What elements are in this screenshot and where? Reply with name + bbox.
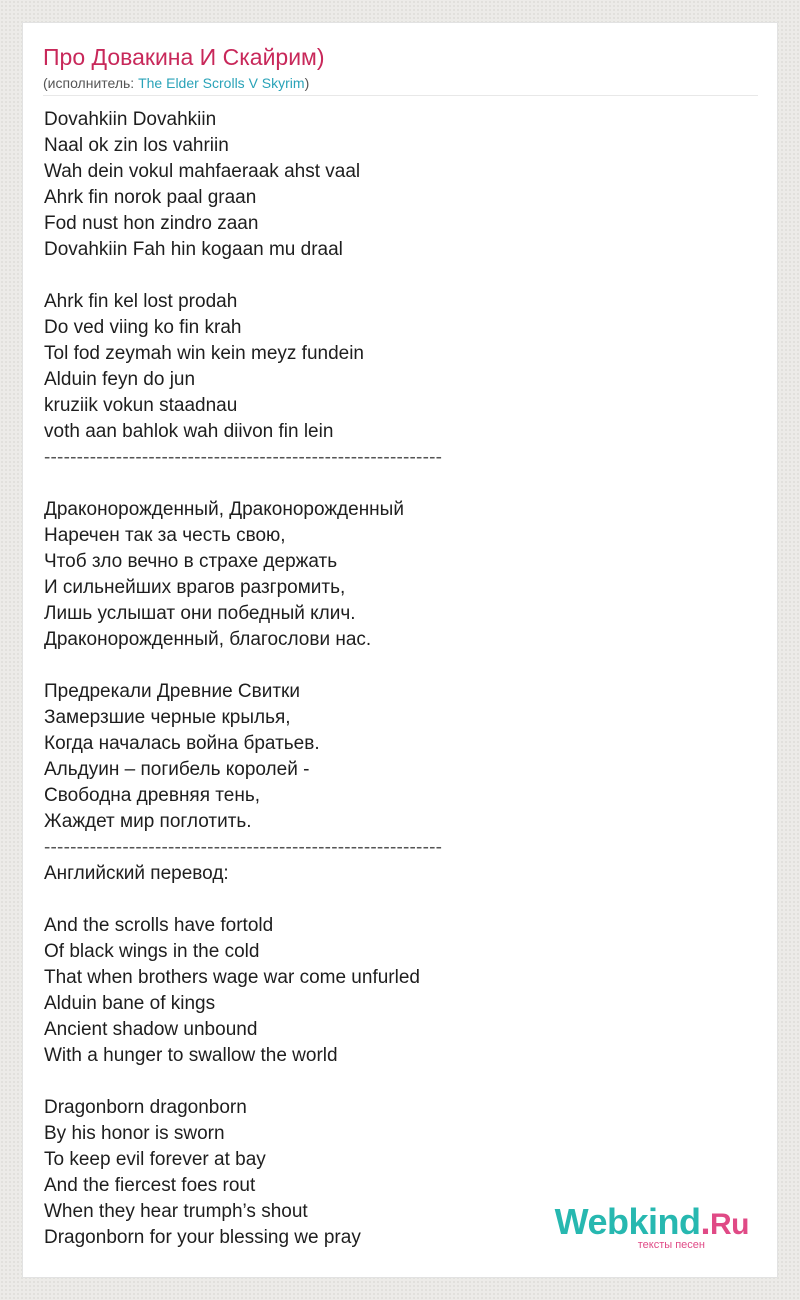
lyric-line: Tol fod zeymah win kein meyz fundein bbox=[44, 343, 364, 364]
lyric-line: With a hunger to swallow the world bbox=[44, 1045, 338, 1066]
lyric-line: Wah dein vokul mahfaeraak ahst vaal bbox=[44, 161, 361, 182]
lyric-line: That when brothers wage war come unfurled bbox=[44, 967, 420, 988]
lyric-line: Naal ok zin los vahriin bbox=[44, 135, 229, 156]
lyrics-text bbox=[44, 107, 442, 1251]
artist-prefix: (исполнитель: bbox=[43, 75, 139, 91]
lyric-line: Свободна древняя тень, bbox=[44, 785, 261, 806]
lyric-line: Чтоб зло вечно в страхе держать bbox=[44, 551, 338, 572]
lyric-line: voth aan bahlok wah diivon fin lein bbox=[44, 421, 334, 442]
artist-line bbox=[43, 74, 309, 92]
lyric-line: Наречен так за честь свою, bbox=[44, 525, 286, 546]
logo-name: Webkind bbox=[554, 1201, 701, 1242]
lyric-line: Предрекали Древние Свитки bbox=[44, 681, 300, 702]
lyric-line: Жаждет мир поглотить. bbox=[44, 811, 252, 832]
lyric-line: Замерзшие черные крылья, bbox=[44, 707, 291, 728]
lyric-line: Fod nust hon zindro zaan bbox=[44, 213, 259, 234]
header-divider bbox=[43, 95, 758, 96]
section-separator: ------------------------------------------------------------- bbox=[44, 837, 443, 858]
artist-suffix: ) bbox=[304, 75, 310, 91]
stanza-break bbox=[44, 263, 442, 289]
lyric-line: kruziik vokun staadnau bbox=[44, 395, 238, 416]
logo-tld: Ru bbox=[710, 1208, 749, 1241]
stanza-break bbox=[44, 653, 442, 679]
stanza-break bbox=[44, 1069, 442, 1095]
lyric-line: By his honor is sworn bbox=[44, 1123, 225, 1144]
lyric-line: Лишь услышат они победный клич. bbox=[44, 603, 356, 624]
lyric-line: Dragonborn for your blessing we pray bbox=[44, 1227, 361, 1248]
lyric-line: Dovahkiin Fah hin kogaan mu draal bbox=[44, 239, 343, 260]
lyric-line: Когда началась война братьев. bbox=[44, 733, 320, 754]
lyric-line: Ahrk fin norok paal graan bbox=[44, 187, 257, 208]
lyric-line: Ancient shadow unbound bbox=[44, 1019, 258, 1040]
lyric-line: И сильнейших врагов разгромить, bbox=[44, 577, 346, 598]
site-logo[interactable] bbox=[554, 1201, 749, 1251]
lyric-line: And the scrolls have fortold bbox=[44, 915, 274, 936]
lyric-line: Драконорожденный, Драконорожденный bbox=[44, 499, 404, 520]
lyric-line: Alduin feyn do jun bbox=[44, 369, 196, 390]
lyric-line: Английский перевод: bbox=[44, 863, 229, 884]
lyric-line: When they hear trumph’s shout bbox=[44, 1201, 308, 1222]
page-title: Про Довакина И Скайрим) bbox=[43, 44, 325, 70]
logo-wordmark bbox=[554, 1201, 749, 1243]
artist-link[interactable]: The Elder Scrolls V Skyrim bbox=[138, 75, 305, 91]
section-separator: ------------------------------------------------------------- bbox=[44, 447, 443, 468]
lyric-line: Do ved viing ko fin krah bbox=[44, 317, 242, 338]
lyric-line: Dragonborn dragonborn bbox=[44, 1097, 247, 1118]
logo-tagline: тексты песен bbox=[637, 1239, 705, 1251]
lyric-line: Ahrk fin kel lost prodah bbox=[44, 291, 238, 312]
logo-dot: . bbox=[700, 1201, 710, 1242]
lyrics-card bbox=[22, 22, 778, 1278]
stanza-break bbox=[44, 887, 442, 913]
lyric-line: And the fiercest foes rout bbox=[44, 1175, 256, 1196]
lyric-line: Dovahkiin Dovahkiin bbox=[44, 109, 217, 130]
lyric-line: Alduin bane of kings bbox=[44, 993, 216, 1014]
lyric-line: To keep evil forever at bay bbox=[44, 1149, 266, 1170]
stanza-break bbox=[44, 471, 442, 497]
lyric-line: Of black wings in the cold bbox=[44, 941, 260, 962]
lyric-line: Альдуин – погибель королей - bbox=[44, 759, 310, 780]
lyric-line: Драконорожденный, благослови нас. bbox=[44, 629, 372, 650]
